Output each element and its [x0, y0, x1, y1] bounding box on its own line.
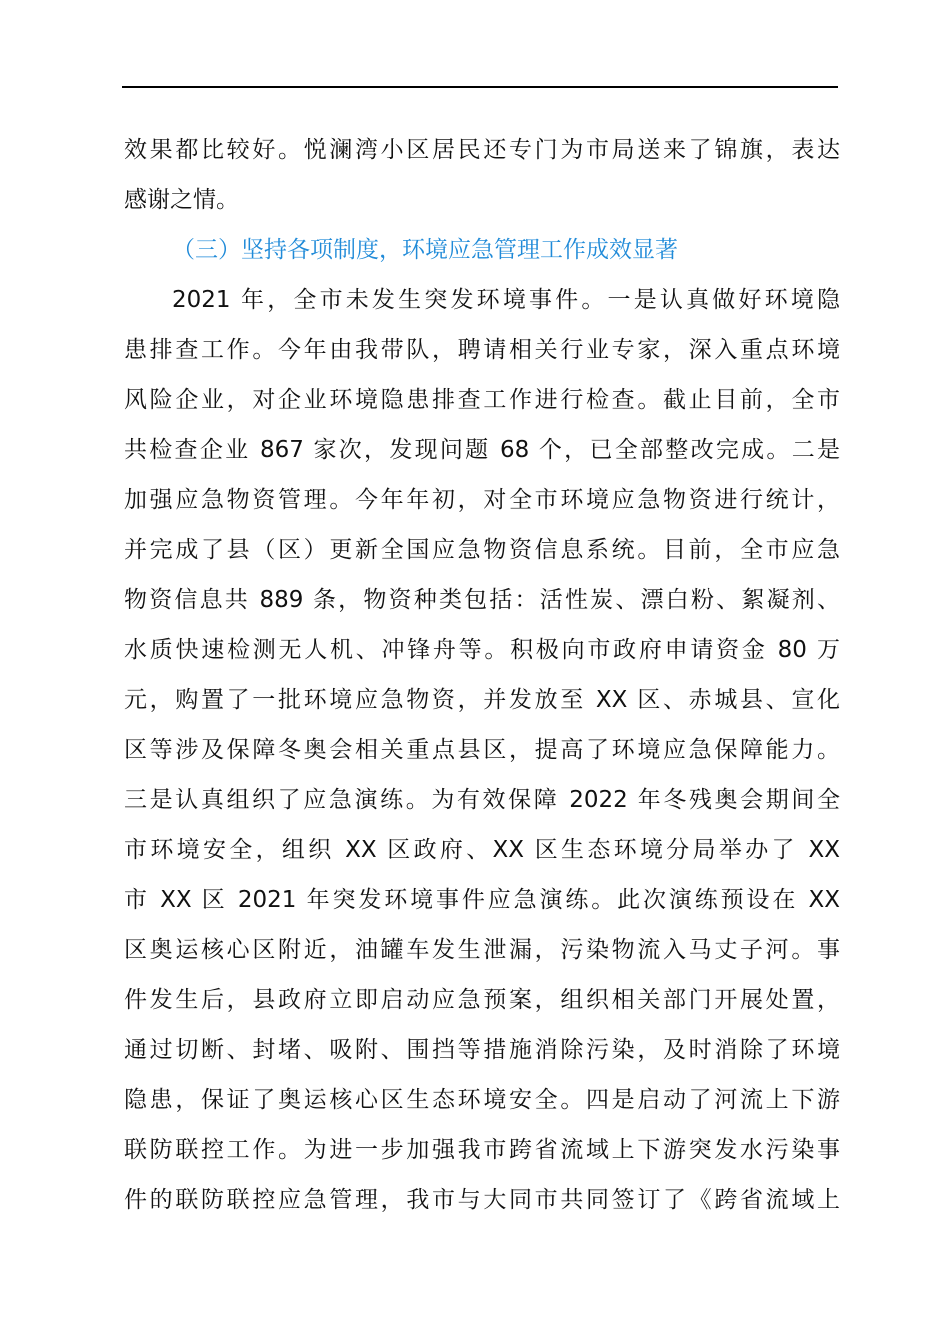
paragraph-line: 件发生后，县政府立即启动应急预案，组织相关部门开展处置， [124, 987, 840, 1013]
paragraph-line: 三是认真组织了应急演练。为有效保障 2022 年冬残奥会期间全 [124, 787, 840, 813]
paragraph-line: 区奥运核心区附近，油罐车发生泄漏，污染物流入马丈子河。事 [124, 937, 840, 963]
paragraph-line: 隐患，保证了奥运核心区生态环境安全。四是启动了河流上下游 [124, 1087, 840, 1113]
paragraph-line: 物资信息共 889 条，物资种类包括：活性炭、漂白粉、絮凝剂、 [124, 587, 840, 613]
paragraph-line: 市 XX 区 2021 年突发环境事件应急演练。此次演练预设在 XX [124, 887, 840, 913]
paragraph-line: 共检查企业 867 家次，发现问题 68 个，已全部整改完成。二是 [124, 437, 840, 463]
section-heading: （三）坚持各项制度，环境应急管理工作成效显著 [172, 237, 678, 263]
paragraph-line: 加强应急物资管理。今年年初，对全市环境应急物资进行统计， [124, 487, 840, 513]
paragraph-line: 并完成了县（区）更新全国应急物资信息系统。目前，全市应急 [124, 537, 840, 563]
paragraph-line: 水质快速检测无人机、冲锋舟等。积极向市政府申请资金 80 万 [124, 637, 840, 663]
paragraph-line: 风险企业，对企业环境隐患排查工作进行检查。截止目前，全市 [124, 387, 840, 413]
paragraph-line: 2021 年，全市未发生突发环境事件。一是认真做好环境隐 [172, 287, 840, 313]
paragraph-line: 市环境安全，组织 XX 区政府、XX 区生态环境分局举办了 XX [124, 837, 840, 863]
paragraph-line: 件的联防联控应急管理，我市与大同市共同签订了《跨省流域上 [124, 1187, 840, 1213]
paragraph-line: 患排查工作。今年由我带队，聘请相关行业专家，深入重点环境 [124, 337, 840, 363]
header-rule [122, 86, 838, 88]
paragraph-line: 区等涉及保障冬奥会相关重点县区，提高了环境应急保障能力。 [124, 737, 840, 763]
paragraph-line: 通过切断、封堵、吸附、围挡等措施消除污染，及时消除了环境 [124, 1037, 840, 1063]
paragraph-line: 效果都比较好。悦澜湾小区居民还专门为市局送来了锦旗，表达 [124, 137, 840, 163]
paragraph-line: 元，购置了一批环境应急物资，并发放至 XX 区、赤城县、宣化 [124, 687, 840, 713]
paragraph-line: 感谢之情。 [124, 187, 239, 213]
paragraph-line: 联防联控工作。为进一步加强我市跨省流域上下游突发水污染事 [124, 1137, 840, 1163]
